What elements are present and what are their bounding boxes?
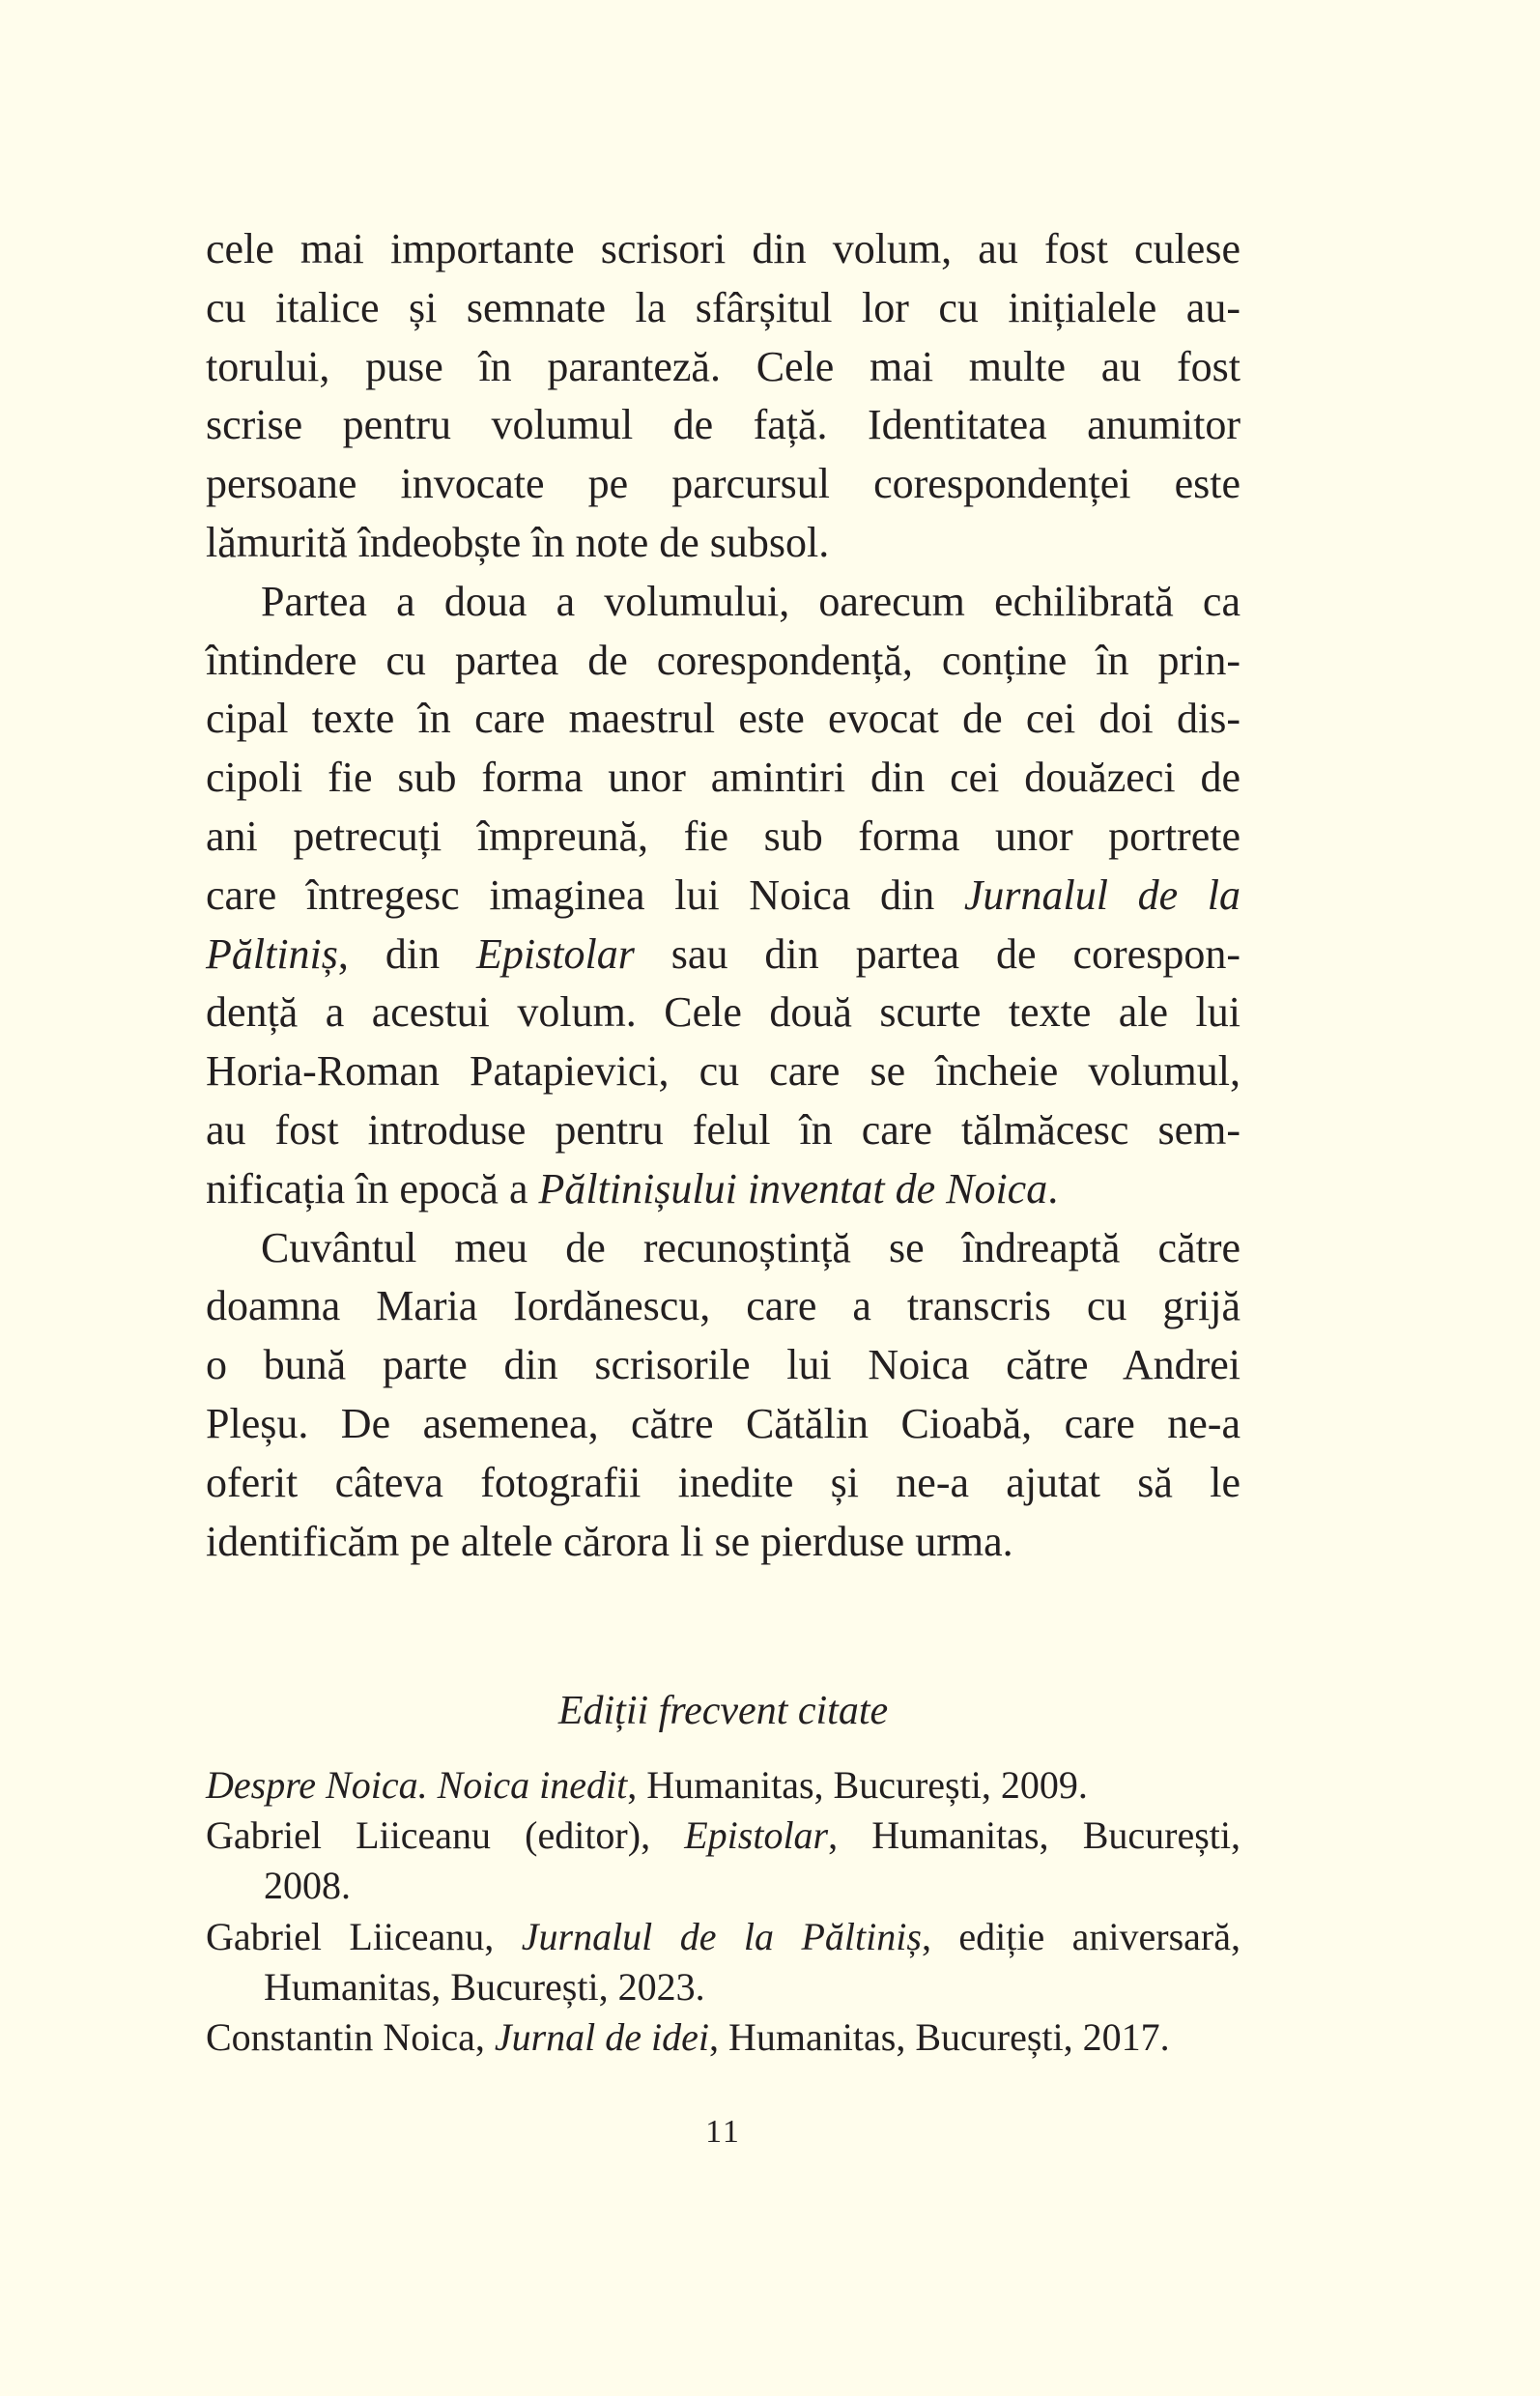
italic-text: Jurnalul de la Păltiniș bbox=[521, 1914, 922, 1958]
bibliography-entry bbox=[206, 2012, 1241, 2063]
text-segment: Horia-Roman Patapievici, cu care se încheie volumul, bbox=[206, 1047, 1241, 1096]
text-segment: ani petrecuți împreună, fie sub forma unor portrete bbox=[206, 812, 1241, 860]
text-segment: cele mai importante scrisori din volum, au fost culese bbox=[206, 225, 1241, 272]
italic-text: Despre Noica. Noica inedit bbox=[206, 1763, 628, 1807]
text-line bbox=[206, 1277, 1241, 1336]
text-line bbox=[206, 1395, 1241, 1454]
text-line bbox=[206, 573, 1241, 632]
text-segment: Cuvântul meu de recunoștință se îndreaptă către bbox=[261, 1223, 1241, 1271]
paragraph bbox=[206, 573, 1241, 1219]
italic-text: Jurnalul de la bbox=[963, 870, 1241, 919]
text-segment: dență a acestui volum. Cele două scurte texte ale lui bbox=[206, 988, 1241, 1037]
text-line bbox=[206, 279, 1241, 338]
text-segment: . bbox=[1047, 1164, 1059, 1212]
bibliography-line bbox=[206, 1962, 1241, 2012]
text-segment: , Humanitas, București, bbox=[828, 1813, 1241, 1858]
text-line bbox=[206, 396, 1241, 455]
italic-text: Jurnal de idei bbox=[494, 2014, 710, 2059]
text-line bbox=[206, 1454, 1241, 1513]
text-segment: Constantin Noica, bbox=[206, 2014, 495, 2059]
text-line bbox=[206, 220, 1241, 279]
text-segment: , ediție aniversară, bbox=[921, 1914, 1241, 1958]
text-line bbox=[206, 926, 1241, 984]
text-segment: Gabriel Liiceanu, bbox=[206, 1914, 522, 1958]
text-line bbox=[206, 514, 1241, 573]
text-line bbox=[206, 749, 1241, 808]
bibliography-title: Ediții frecvent citate bbox=[557, 1689, 889, 1733]
text-line bbox=[206, 690, 1241, 749]
page-number: 11 bbox=[705, 2114, 741, 2150]
text-segment: doamna Maria Iordănescu, care a transcris cu grijă bbox=[206, 1282, 1241, 1330]
text-line bbox=[206, 1101, 1241, 1160]
text-segment: Partea a doua a volumului, oarecum echilibrată ca bbox=[261, 577, 1241, 625]
text-segment: cipal texte în care maestrul este evocat de cei doi dis- bbox=[206, 695, 1241, 743]
text-line bbox=[206, 1336, 1241, 1395]
text-segment: persoane invocate pe parcursul corespondenței este bbox=[206, 460, 1241, 508]
text-line bbox=[206, 1219, 1241, 1278]
text-segment: lămurită îndeobște în note de subsol. bbox=[206, 518, 830, 566]
text-line bbox=[206, 338, 1241, 397]
bibliography-entry bbox=[206, 1811, 1241, 1911]
text-segment: identificăm pe altele cărora li se pierduse urma. bbox=[206, 1517, 1013, 1565]
text-segment: nificația în epocă a bbox=[206, 1164, 539, 1212]
text-line bbox=[206, 808, 1241, 867]
bibliography-line bbox=[206, 1760, 1241, 1811]
text-line bbox=[206, 632, 1241, 691]
text-segment: cu italice și semnate la sfârșitul lor cu inițialele au- bbox=[206, 283, 1241, 331]
italic-text: Păltinișului inventat de Noica bbox=[538, 1164, 1048, 1212]
text-segment: care întregesc imaginea lui Noica din bbox=[206, 870, 964, 919]
text-line bbox=[206, 1160, 1241, 1219]
text-line bbox=[206, 984, 1241, 1042]
bibliography-line bbox=[206, 1811, 1241, 1861]
text-segment: , Humanitas, București, 2017. bbox=[709, 2014, 1170, 2059]
bibliography-entry bbox=[206, 1760, 1241, 1811]
text-segment: 2008. bbox=[264, 1864, 351, 1908]
bibliography-line bbox=[206, 1912, 1241, 1962]
bibliography-entry bbox=[206, 1912, 1241, 2012]
text-segment: Pleșu. De asemenea, către Cătălin Cioabă, care ne-a bbox=[206, 1399, 1241, 1447]
italic-text: Păltiniș bbox=[206, 929, 338, 978]
text-segment: , din bbox=[337, 929, 477, 978]
italic-text: Epistolar bbox=[684, 1813, 829, 1858]
bibliography-list bbox=[206, 1760, 1241, 2063]
text-segment: Humanitas, București, 2023. bbox=[264, 1964, 705, 2009]
bibliography-line bbox=[206, 1861, 1241, 1911]
body-text bbox=[206, 220, 1241, 1571]
text-segment: sau din partea de corespon- bbox=[634, 929, 1241, 978]
text-segment: scrise pentru volumul de față. Identitatea anumitor bbox=[206, 401, 1241, 449]
paragraph bbox=[206, 220, 1241, 573]
text-line bbox=[206, 455, 1241, 514]
text-segment: au fost introduse pentru felul în care tălmăcesc sem- bbox=[206, 1105, 1241, 1154]
text-segment: o bună parte din scrisorile lui Noica către Andrei bbox=[206, 1341, 1241, 1389]
italic-text: Epistolar bbox=[476, 929, 635, 978]
paragraph bbox=[206, 1219, 1241, 1572]
text-line bbox=[206, 1042, 1241, 1101]
text-segment: oferit câteva fotografii inedite și ne-a ajutat să le bbox=[206, 1458, 1241, 1506]
text-segment: , Humanitas, București, 2009. bbox=[627, 1763, 1088, 1807]
text-segment: cipoli fie sub forma unor amintiri din cei douăzeci de bbox=[206, 754, 1241, 802]
bibliography-line bbox=[206, 2012, 1241, 2063]
text-line bbox=[206, 1513, 1241, 1572]
text-segment: Gabriel Liiceanu (editor), bbox=[206, 1813, 685, 1858]
text-segment: torului, puse în paranteză. Cele mai multe au fost bbox=[206, 342, 1241, 390]
text-line bbox=[206, 867, 1241, 926]
text-segment: întindere cu partea de corespondență, conține în prin- bbox=[206, 636, 1241, 684]
